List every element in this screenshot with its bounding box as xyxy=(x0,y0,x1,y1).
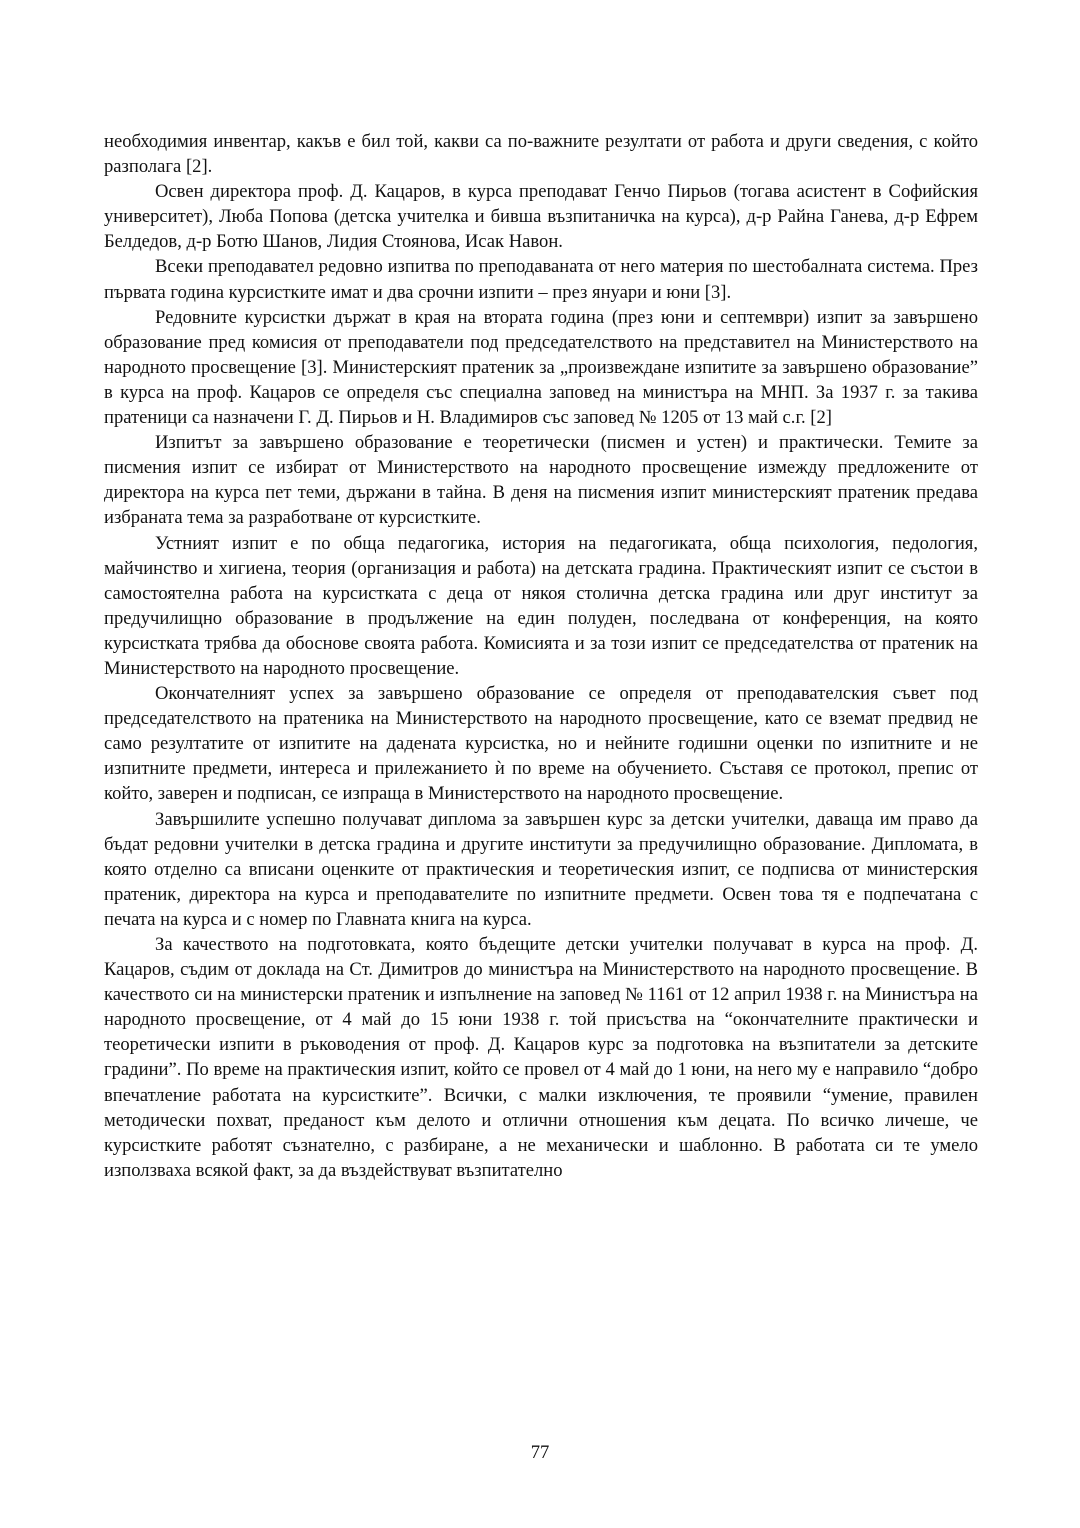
paragraph-9: За качеството на подготовката, която бъдещите детски учителки получават в курса на проф. Д. Кацаров, съдим от доклада на Ст. Димитров до министъра на Министерството на народното просвещение. В качеството си на министерски пратеник и изпълнение на заповед № 1161 от 12 април 1938 г. на Министъра на народното просвещение, от 4 май до 15 юни 1938 г. той присъства на “окончателните практически и теоретически изпити в ръководения от проф. Д. Кацаров курс за подготовка на възпитатели за детските градини”. По време на практическия изпит, който се провел от 4 май до 1 юни, на него му е направило “добро впечатление работата на курсистките”. Всички, с малки изключения, те проявили “умение, правилен методически похват, преданост към делото и отлични отношения към децата. По всичко личеше, че курсистките работят съзнателно, с разбиране, а не механически и шаблонно. В работата си те умело използваха всякой факт, за да въздействуват възпитателно xyxy=(104,934,978,1181)
paragraph-7: Окончателният успех за завършено образование се определя от преподавателския съвет под председателството на пратеника на Министерството на народното просвещение, като се вземат предвид не само резултатите от изпитите на дадената курсистка, но и нейните годишни оценки по изпитните и не изпитните предмети, интереса и прилежанието ѝ по време на обучението. Съставя се протокол, препис от който, заверен и подписан, се изпраща в Министерството на народното просвещение. xyxy=(104,683,978,805)
paragraph-3: Всеки преподавател редовно изпитва по преподаваната от него материя по шестобалната система. През първата година курсистките имат и два срочни изпити – през януари и юни [3]. xyxy=(104,256,978,303)
paragraph-2: Освен директора проф. Д. Кацаров, в курса преподават Генчо Пирьов (тогава асистент в Софийския университет), Люба Попова (детска учителка и бивша възпитаничка на курса), д-р Райна Ганева, д-р Ефрем Белдедов, д-р Ботю Шанов, Лидия Стоянова, Исак Навон. xyxy=(104,181,978,253)
paragraph-8: Завършилите успешно получават диплома за завършен курс за детски учителки, даваща им право да бъдат редовни учителки в детска градина и другите институти за предучилищно образование. Дипломата, в която отделно са вписани оценките от практическия и теоретическия изпит, се подписва от министерския пратеник, директора на курса и преподавателите по изпитните предмети. Освен това тя е подпечатана с печата на курса и с номер по Главната книга на курса. xyxy=(104,808,978,930)
paragraph-6: Устният изпит е по обща педагогика, история на педагогиката, обща психология, педология, майчинство и хигиена, теория (организация и работа) на детската градина. Практическият изпит се състои в самостоятелна работа на курсистката с деца от някоя столична детска градина или друг институт за предучилищно образование в продължение на един полуден, последвана от конференция, на която курсистката трябва да обоснове своята работа. Комисията и за този изпит се председателства от пратеник на Министерството на народното просвещение. xyxy=(104,532,978,679)
paragraph-5: Изпитът за завършено образование е теоретически (писмен и устен) и практически. Темите за писмения изпит се избират от Министерството на народното просвещение измежду предложените от директора на курса пет теми, държани в тайна. В деня на писмения изпит министерският пратеник предава избраната тема за разработване от курсистките. xyxy=(104,432,978,529)
paragraph-4: Редовните курсистки държат в края на втората година (през юни и септември) изпит за завършено образование пред комисия от преподаватели под председателството на представител на Министерството на народното просвещение [3]. Министерският пратеник за „произвеждане изпитите за завършено образование” в курса на проф. Кацаров се определя със специална заповед на министъра на МНП. За 1937 г. за такива пратеници са назначени Г. Д. Пирьов и Н. Владимиров със заповед № 1205 от 13 май с.г. [2] xyxy=(104,306,978,429)
paragraph-1: необходимия инвентар, какъв е бил той, какви са по-важните резултати от работа и други сведения, с който разполага [2]. xyxy=(104,131,978,178)
document-page xyxy=(104,129,978,1183)
page-number: 77 xyxy=(530,1442,550,1463)
